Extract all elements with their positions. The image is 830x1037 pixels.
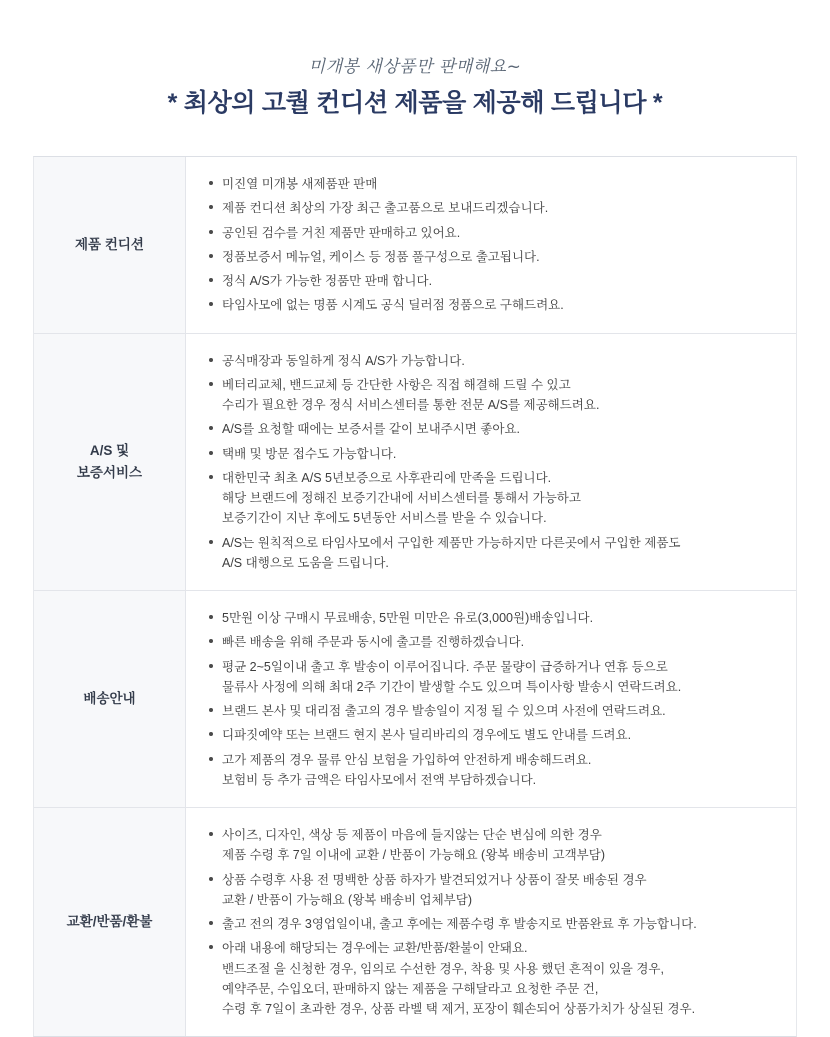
list-line: 수리가 필요한 경우 정식 서비스센터를 통한 전문 A/S를 제공해드려요. bbox=[222, 398, 600, 412]
list-item bbox=[208, 223, 780, 243]
list-item bbox=[208, 271, 780, 291]
list-line: 평균 2~5일이내 출고 후 발송이 이루어집니다. 주문 물량이 급증하거나 연휴 등으로 bbox=[222, 659, 668, 674]
table-row bbox=[34, 808, 796, 1036]
list-line: 보험비 등 추가 금액은 타임사모에서 전액 부담하겠습니다. bbox=[222, 772, 537, 787]
policy-table bbox=[33, 156, 797, 1037]
row-header-as-warranty bbox=[34, 334, 186, 591]
list-item bbox=[208, 351, 780, 371]
list-item bbox=[208, 870, 780, 911]
list-line: 교환 / 반품이 가능해요 (왕복 배송비 업체부담) bbox=[222, 892, 472, 907]
list-line: 아래 내용에 해당되는 경우에는 교환/반품/환불이 안돼요. bbox=[222, 941, 528, 956]
row-header-line: 보증서비스 bbox=[76, 464, 143, 480]
page-header bbox=[33, 0, 797, 119]
list-line: A/S 대행으로 도움을 드립니다. bbox=[222, 555, 389, 570]
row-body-as-warranty bbox=[186, 334, 796, 591]
policy-list bbox=[208, 825, 780, 1019]
list-line: 브랜드 본사 및 대리점 출고의 경우 발송일이 지정 될 수 있으며 사전에 연락드려요. bbox=[222, 704, 666, 718]
list-item bbox=[208, 295, 780, 315]
list-item bbox=[208, 468, 780, 529]
list-line: 대한민국 최초 A/S 5년보증으로 사후관리에 만족을 드립니다. bbox=[222, 470, 552, 485]
table-row bbox=[34, 334, 796, 592]
list-line: 타임사모에 없는 명품 시계도 공식 딜러점 정품으로 구해드려요. bbox=[222, 298, 564, 313]
list-line: 미진열 미개봉 새제품판 판매 bbox=[222, 177, 378, 191]
list-item bbox=[208, 825, 780, 866]
list-line: A/S를 요청할 때에는 보증서를 같이 보내주시면 좋아요. bbox=[222, 422, 521, 437]
list-item bbox=[208, 632, 780, 652]
list-line: 물류사 사정에 의해 최대 2주 기간이 발생할 수도 있으며 특이사항 발송시 연락드려요. bbox=[222, 679, 682, 694]
table-row bbox=[34, 157, 796, 334]
list-line: 베터리교체, 밴드교체 등 간단한 사항은 직접 해결해 드릴 수 있고 bbox=[222, 377, 571, 392]
list-item bbox=[208, 198, 780, 218]
list-line: 해당 브랜드에 정해진 보증기간내에 서비스센터를 통해서 가능하고 bbox=[222, 491, 581, 505]
list-line: 출고 전의 경우 3영업일이내, 출고 후에는 제품수령 후 발송지로 반품완료 후 가능합니다. bbox=[222, 917, 697, 931]
list-item bbox=[208, 419, 780, 439]
page-title: * 최상의 고퀄 컨디션 제품을 제공해 드립니다 * bbox=[167, 89, 663, 117]
row-header-exchange-return-refund: 교환/반품/환불 bbox=[34, 808, 186, 1036]
list-line: 보증기간이 지난 후에도 5년동안 서비스를 받을 수 있습니다. bbox=[222, 511, 547, 526]
list-item bbox=[208, 247, 780, 267]
policy-list bbox=[208, 174, 780, 316]
list-item bbox=[208, 533, 780, 574]
policy-list bbox=[208, 351, 780, 574]
header-subtitle: 미개봉 새상품만 판매해요~ bbox=[308, 57, 522, 77]
row-header-line: A/S 및 bbox=[89, 443, 130, 459]
list-line: 제품 컨디션 최상의 가장 최근 출고품으로 보내드리겠습니다. bbox=[222, 201, 549, 216]
list-line: 공식매장과 동일하게 정식 A/S가 가능합니다. bbox=[222, 353, 465, 368]
list-item bbox=[208, 914, 780, 934]
table-row bbox=[34, 591, 796, 808]
list-line: 고가 제품의 경우 물류 안심 보험을 가입하여 안전하게 배송해드려요. bbox=[222, 752, 592, 767]
list-line: 빠른 배송을 위해 주문과 동시에 출고를 진행하겠습니다. bbox=[222, 635, 525, 650]
list-line: 정품보증서 메뉴얼, 케이스 등 정품 풀구성으로 출고됩니다. bbox=[222, 249, 540, 264]
list-line: 상품 수령후 사용 전 명백한 상품 하자가 발견되었거나 상품이 잘못 배송된 경우 bbox=[222, 872, 647, 887]
list-item bbox=[208, 701, 780, 721]
list-item bbox=[208, 174, 780, 194]
list-line: 택배 및 방문 접수도 가능합니다. bbox=[222, 446, 397, 461]
policy-list bbox=[208, 608, 780, 790]
list-item bbox=[208, 750, 780, 791]
list-line: 사이즈, 디자인, 색상 등 제품이 마음에 들지않는 단순 변심에 의한 경우 bbox=[222, 828, 602, 842]
list-line: 5만원 이상 구매시 무료배송, 5만원 미만은 유로(3,000원)배송입니다. bbox=[222, 611, 594, 625]
row-body-shipping bbox=[186, 591, 796, 807]
list-item bbox=[208, 657, 780, 698]
list-line: 제품 수령 후 7일 이내에 교환 / 반품이 가능해요 (왕복 배송비 고객부담) bbox=[222, 848, 605, 863]
list-line: 정식 A/S가 가능한 정품만 판매 합니다. bbox=[222, 274, 433, 288]
list-line: 공인된 검수를 거친 제품만 판매하고 있어요. bbox=[222, 225, 461, 240]
list-item bbox=[208, 608, 780, 628]
list-item bbox=[208, 444, 780, 464]
list-line: A/S는 원칙적으로 타임사모에서 구입한 제품만 가능하지만 다른곳에서 구입한 제품도 bbox=[222, 535, 681, 550]
list-item bbox=[208, 938, 780, 1019]
list-item bbox=[208, 375, 780, 416]
row-body-product-condition bbox=[186, 157, 796, 333]
list-line: 밴드조절 을 신청한 경우, 임의로 수선한 경우, 착용 및 사용 했던 흔적이 있을 경우, bbox=[222, 961, 664, 976]
list-line: 수령 후 7일이 초과한 경우, 상품 라벨 택 제거, 포장이 훼손되어 상품가치가 상실된 경우. bbox=[222, 1002, 696, 1016]
row-header-product-condition: 제품 컨디션 bbox=[34, 157, 186, 333]
row-body-exchange-return-refund bbox=[186, 808, 796, 1036]
list-line: 예약주문, 수입오더, 판매하지 않는 제품을 구해달라고 요청한 주문 건, bbox=[222, 981, 599, 996]
list-item bbox=[208, 725, 780, 745]
row-header-shipping: 배송안내 bbox=[34, 591, 186, 807]
list-line: 디파짓예약 또는 브랜드 현지 본사 딜리바리의 경우에도 별도 안내를 드려요. bbox=[222, 728, 632, 743]
